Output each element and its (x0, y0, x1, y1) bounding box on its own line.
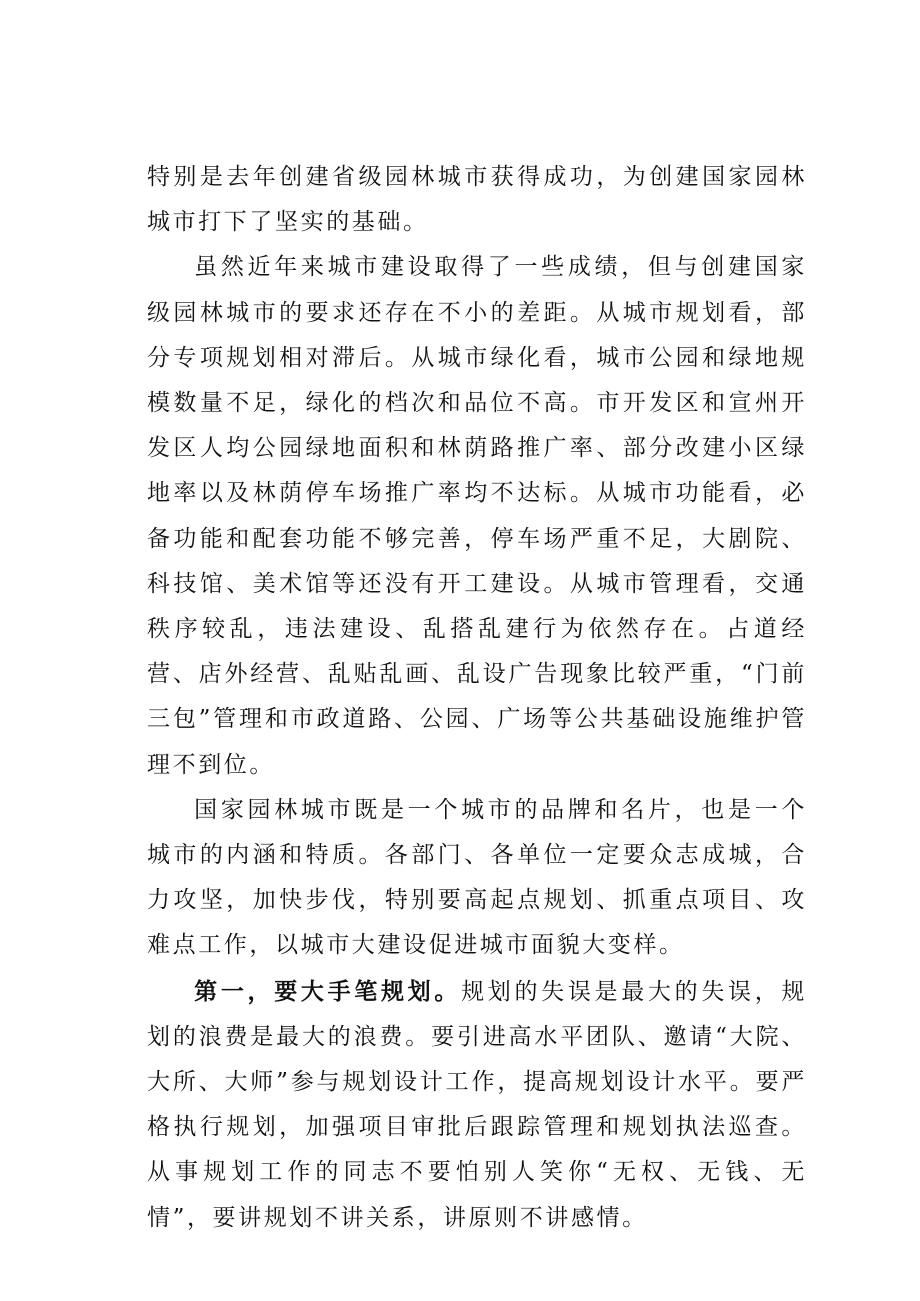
paragraph-text: 特别是去年创建省级园林城市获得成功，为创建国家园林城市打下了坚实的基础。 (147, 164, 807, 236)
paragraph-text: 国家园林城市既是一个城市的品牌和名片，也是一个城市的内涵和特质。各部门、各单位一定要众志成城，合力攻坚，加快步伐，特别要高起点规划、抓重点项目、攻难点工作，以城市大建设促进城市面貌大变样。 (147, 796, 807, 959)
document-body (147, 155, 807, 1241)
paragraph-text: 虽然近年来城市建设取得了一些成绩，但与创建国家级园林城市的要求还存在不小的差距。从城市规划看，部分专项规划相对滞后。从城市绿化看，城市公园和绿地规模数量不足，绿化的档次和品位不高。市开发区和宣州开发区人均公园绿地面积和林荫路推广率、部分改建小区绿地率以及林荫停车场推广率均不达标。从城市功能看，必备功能和配套功能不够完善，停车场严重不足，大剧院、科技馆、美术馆等还没有开工建设。从城市管理看，交通秩序较乱，违法建设、乱搭乱建行为依然存在。占道经营、店外经营、乱贴乱画、乱设广告现象比较严重，“门前三包”管理和市政道路、公园、广场等公共基础设施维护管理不到位。 (147, 254, 807, 778)
paragraph-lead-heading: 第一，要大手笔规划。 (194, 977, 462, 1005)
paragraph-continuation (147, 155, 807, 245)
paragraph-text: 规划的失误是最大的失误，规划的浪费是最大的浪费。要引进高水平团队、邀请“大院、大所、大师”参与规划设计工作，提高规划设计水平。要严格执行规划，加强项目审批后跟踪管理和规划执法巡查。从事规划工作的同志不要怕别人笑你“无权、无钱、无情”，要讲规划不讲关系，讲原则不讲感情。 (147, 978, 807, 1231)
paragraph-gaps (147, 245, 807, 787)
paragraph-planning (147, 969, 807, 1241)
paragraph-brand (147, 788, 807, 969)
